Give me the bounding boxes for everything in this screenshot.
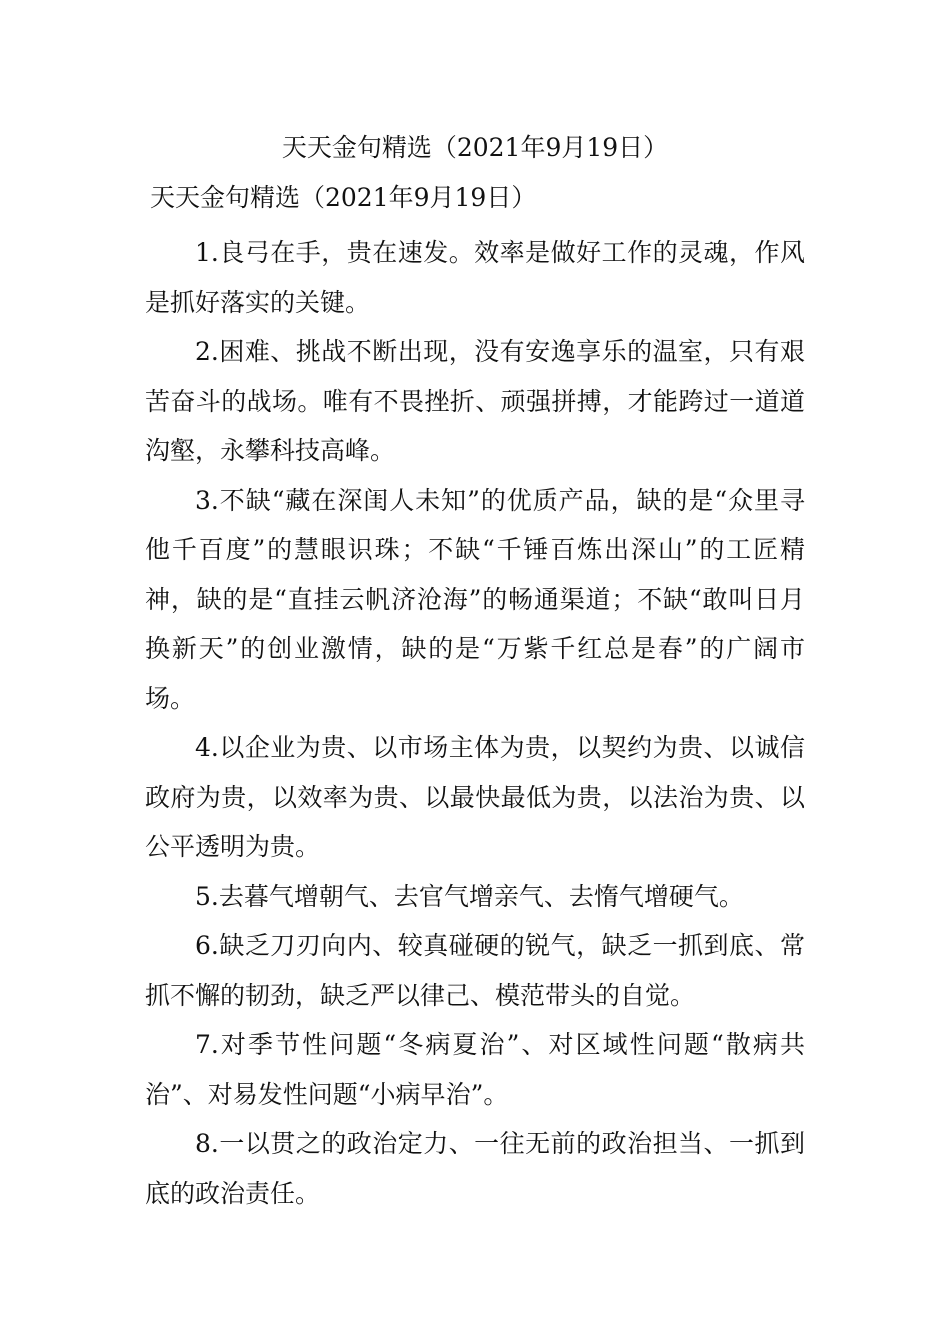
paragraph-5: 5.去暮气增朝气、去官气增亲气、去惰气增硬气。 [195, 881, 744, 911]
document-title: 天天金句精选（2021年9月19日） [281, 133, 669, 162]
paragraph-6: 6.缺乏刀刃向内、较真碰硬的锐气，缺乏一抓到底、常抓不懈的韧劲，缺乏严以律己、模范带头的自觉。 [145, 931, 805, 1010]
paragraph-7: 7.对季节性问题“冬病夏治”、对区域性问题“散病共治”、对易发性问题“小病早治”。 [145, 1030, 805, 1109]
paragraph-4: 4.以企业为贵、以市场主体为贵，以契约为贵、以诚信政府为贵，以效率为贵、以最快最低为贵，以法治为贵、以公平透明为贵。 [145, 733, 805, 861]
paragraph-1: 1.良弓在手，贵在速发。效率是做好工作的灵魂，作风是抓好落实的关键。 [145, 238, 805, 317]
document-body [145, 228, 805, 1218]
paragraph-8: 8.一以贯之的政治定力、一往无前的政治担当、一抓到底的政治责任。 [145, 1129, 805, 1208]
document-subtitle: 天天金句精选（2021年9月19日） [150, 183, 537, 212]
paragraph-2: 2.困难、挑战不断出现，没有安逸享乐的温室，只有艰苦奋斗的战场。唯有不畏挫折、顽强拼搏，才能跨过一道道沟壑，永攀科技高峰。 [145, 337, 805, 465]
paragraph-3: 3.不缺“藏在深闺人未知”的优质产品，缺的是“众里寻他千百度”的慧眼识珠；不缺“千锤百炼出深山”的工匠精神，缺的是“直挂云帆济沧海”的畅通渠道；不缺“敢叫日月换新天”的创业激情，缺的是“万紫千红总是春”的广阔市场。 [145, 485, 805, 713]
